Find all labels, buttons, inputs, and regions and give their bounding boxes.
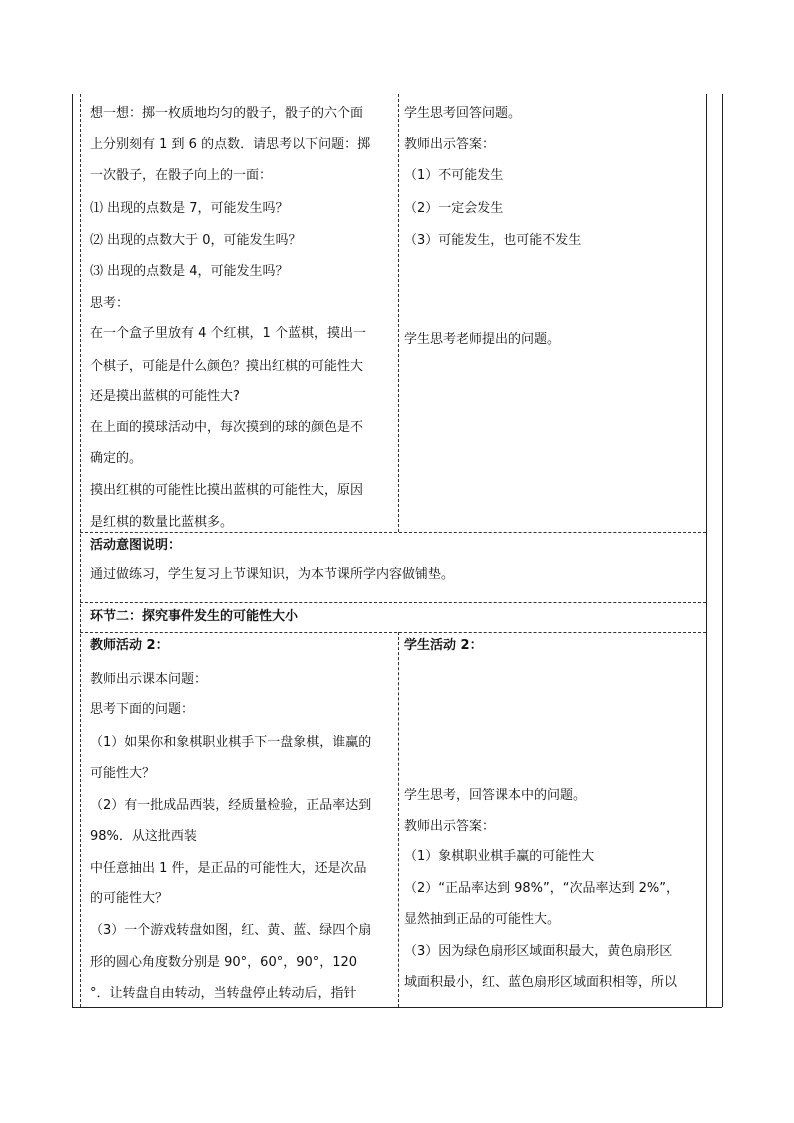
text-line: 还是摸出蓝棋的可能性大?	[90, 389, 240, 404]
table-border-left	[72, 94, 73, 1007]
text-line: 学生思考回答问题。	[404, 106, 522, 121]
text-line: 上分别刻有 1 到 6 的点数．请思考以下问题：掷	[90, 137, 371, 152]
text-line: （3）因为绿色扇形区域面积最大，黄色扇形区	[404, 944, 673, 959]
text-line: 域面积最小，红、蓝色扇形区域面积相等，所以	[404, 975, 678, 990]
text-line: （2）“正品率达到 98%”，“次品率达到 2%”，	[404, 881, 679, 896]
text-line: 学生思考老师提出的问题。	[404, 332, 561, 347]
text-line: （3）一个游戏转盘如图，红、黄、蓝、绿四个扇	[90, 923, 372, 938]
column-divider-2	[398, 632, 399, 1007]
row-divider-3	[80, 632, 706, 633]
row-divider-2	[80, 602, 706, 603]
lesson-table	[72, 94, 722, 1007]
table-inner-left-line	[80, 94, 81, 1007]
text-line: （2）有一批成品西装，经质量检验，正品率达到	[90, 798, 372, 813]
text-line: （3）可能发生，也可能不发生	[404, 233, 582, 248]
text-line: 在上面的摸球活动中，每次摸到的球的颜色是不	[90, 420, 364, 435]
text-line: 思考：	[90, 296, 130, 311]
activity-intent-title: 活动意图说明：	[90, 538, 182, 553]
text-line: 学生思考，回答课本中的问题。	[404, 788, 587, 803]
text-line: 教师出示课本问题：	[90, 672, 208, 687]
text-line: 个棋子，可能是什么颜色？摸出红棋的可能性大	[90, 359, 364, 374]
text-line: 可能性大？	[90, 766, 156, 781]
table-border-bottom	[72, 1007, 722, 1008]
row-divider-1	[80, 532, 706, 533]
text-line: 98%．从这批西装	[90, 829, 197, 844]
text-line: （2）一定会发生	[404, 201, 504, 216]
text-line: 想一想：掷一枚质地均匀的骰子，骰子的六个面	[90, 106, 364, 121]
text-line: 形的圆心角度数分别是 90°，60°，90°，120	[90, 955, 358, 970]
text-line: 是红棋的数量比蓝棋多。	[90, 515, 234, 530]
activity-intent-text: 通过做练习，学生复习上节课知识，为本节课所学内容做铺垫。	[90, 567, 455, 582]
section2-title: 环节二：探究事件发生的可能性大小	[90, 609, 299, 624]
text-line: 思考下面的问题：	[90, 702, 195, 717]
text-line: （1）不可能发生	[404, 168, 504, 183]
text-line: 教师出示答案：	[404, 819, 496, 834]
table-border-right	[722, 94, 723, 1007]
column-divider-1	[398, 94, 399, 532]
text-line: °．让转盘自由转动，当转盘停止转动后，指针	[90, 986, 357, 1001]
text-line: ⑴ 出现的点数是 7，可能发生吗？	[90, 201, 289, 216]
text-line: 教师出示答案：	[404, 137, 496, 152]
text-line: ⑵ 出现的点数大于 0，可能发生吗？	[90, 233, 302, 248]
text-line: 摸出红棋的可能性比摸出蓝棋的可能性大，原因	[90, 483, 364, 498]
text-line: （1）象棋职业棋手赢的可能性大	[404, 849, 595, 864]
text-line: 中任意抽出 1 件，是正品的可能性大，还是次品	[90, 861, 367, 876]
teacher-activity-title: 教师活动 2：	[90, 638, 169, 653]
student-activity-title: 学生活动 2：	[404, 638, 483, 653]
table-inner-right-line	[706, 94, 707, 1007]
text-line: 在一个盒子里放有 4 个红棋，1 个蓝棋，摸出一	[90, 326, 366, 341]
text-line: 一次骰子，在骰子向上的一面：	[90, 168, 273, 183]
text-line: （1）如果你和象棋职业棋手下一盘象棋，谁赢的	[90, 735, 372, 750]
text-line: 确定的。	[90, 451, 143, 466]
text-line: 显然抽到正品的可能性大。	[404, 912, 561, 927]
text-line: 的可能性大？	[90, 891, 169, 906]
text-line: ⑶ 出现的点数是 4，可能发生吗？	[90, 264, 289, 279]
